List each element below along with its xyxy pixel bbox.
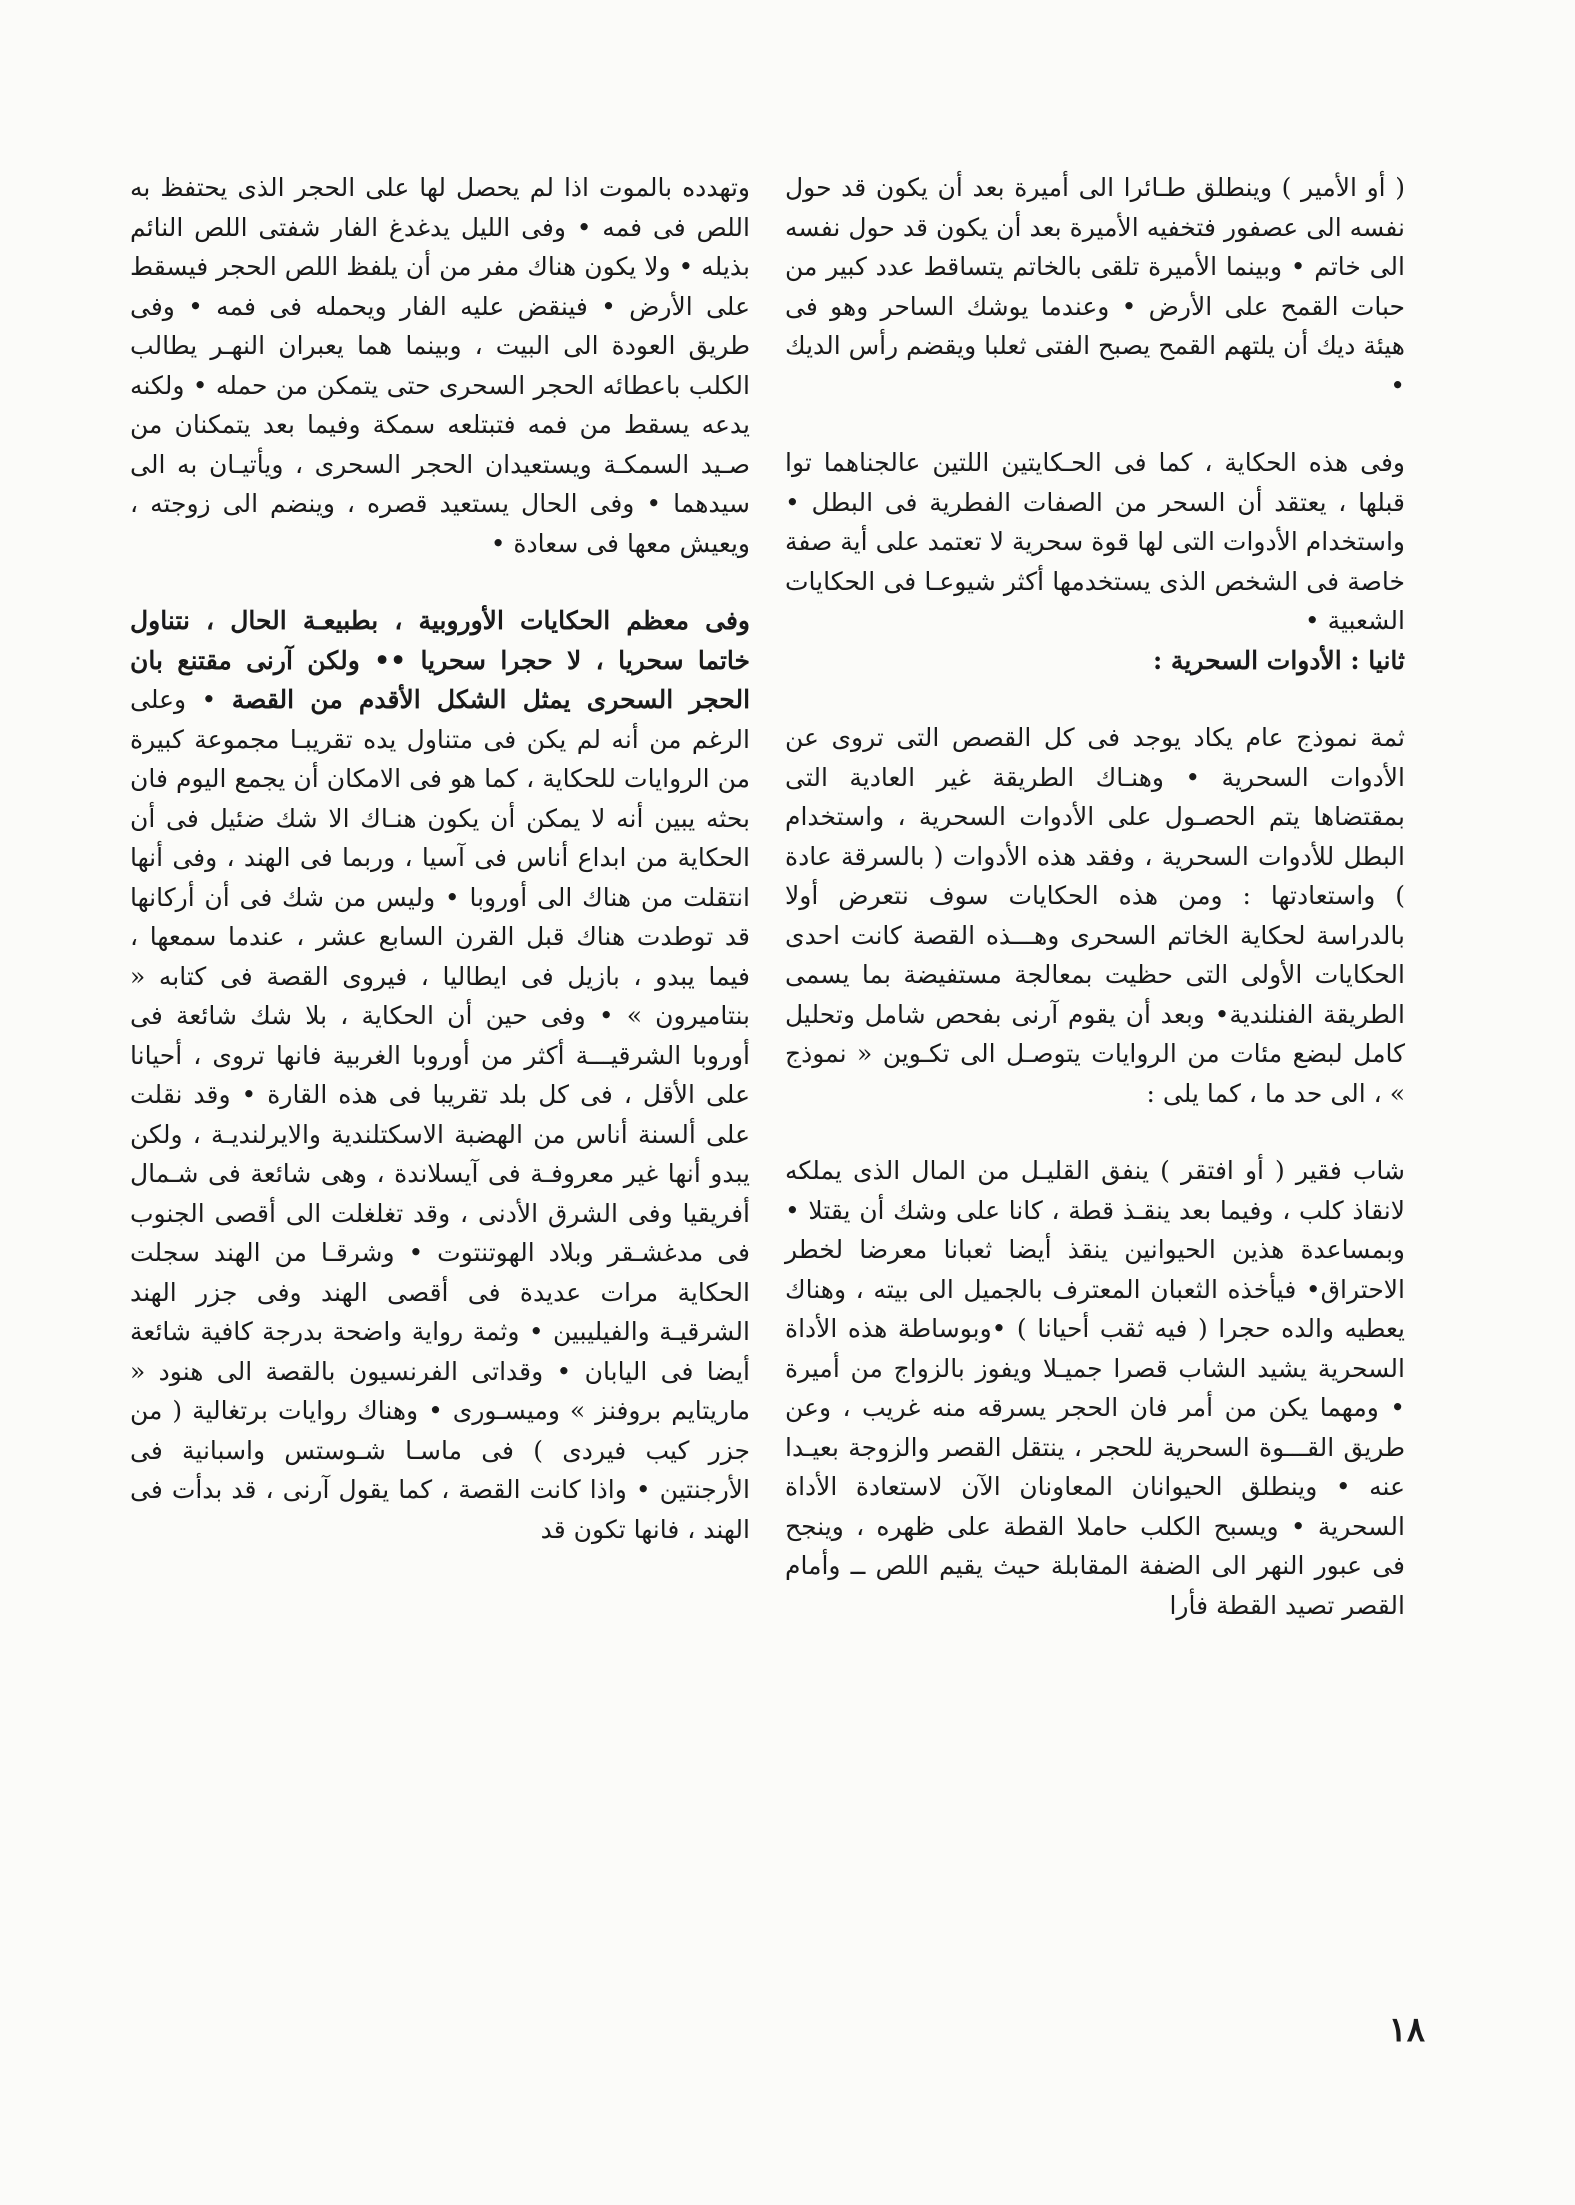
section-heading: ثانيا : الأدوات السحرية : <box>1152 645 1405 675</box>
page-number: ١٨ <box>1388 2010 1425 2050</box>
left-column <box>130 168 750 1549</box>
left-paragraph-2 <box>130 601 750 1549</box>
right-column <box>785 168 1405 1625</box>
right-paragraph-3: ثمة نموذج عام يكاد يوجد فى كل القصص التى تروى عن الأدوات السحرية • وهنـاك الطريقة غير العادية التى بمقتضاها يتم الحصـول على الأدوات السحرية ، واستخدام البطل للأدوات السحرية ، وفقد هذه الأدوات ( بالسرقة عادة ) واستعادتها : ومن هذه الحكايات سوف نتعرض أولا بالدراسة لحكاية الخاتم السحرى وهـــذه القصة كانت احدى الحكايات الأولى التى حظيت بمعالجة مستفيضة بما يسمى الطريقة الفنلندية• وبعد أن يقوم آرنى بفحص شامل وتحليل كامل لبضع مئات من الروايات يتوصـل الى تكـوين « نموذج » ، الى حد ما ، كما يلى : <box>785 723 1405 1108</box>
left-paragraph-2-bold: وفى معظم الحكايات الأوروبية ، بطبيعـة الحال ، نتناول خاتما سحريا ، لا حجرا سحريا •• ولكن آرنى مقتنع بان الحجر السحرى يمثل الشكل الأقدم من القصة <box>130 606 751 714</box>
right-paragraph-2: وفى هذه الحكاية ، كما فى الحـكايتين اللتين عالجناهما توا قبلها ، يعتقد أن السحر من الصفات الفطرية فى البطل • واستخدام الأدوات التى لها قوة سحرية لا تعتمد على أية صفة خاصة فى الشخص الذى يستخدمها أكثر شيوعـا فى الحكايات الشعبية • <box>785 448 1405 635</box>
left-paragraph-2-rest: • وعلى الرغم من أنه لم يكن فى متناول يده تقريبـا مجموعة كبيرة من الروايات للحكاية ، كما هو فى الامكان أن يجمع اليوم فان بحثه يبين أنه لا يمكن أن يكون هنـاك الا شك ضئيل فى أن الحكاية من ابداع أناس فى آسيا ، وربما فى الهند ، وفى أنها انتقلت من هناك الى أوروبا • وليس من شك فى أن أركانها قد توطدت هناك قبل القرن السابع عشر ، عندما سمعها ، فيما يبدو ، بازيل فى ايطاليا ، فيروى القصة فى كتابه « بنتاميرون » • وفى حين أن الحكاية ، بلا شك شائعة فى أوروبا الشرقيـــة أكثر من أوروبا الغربية فانها تروى ، أحيانا على الأقل ، فى كل بلد تقريبا فى هذه القارة • وقد نقلت على ألسنة أناس من الهضبة الاسكتلندية والايرلنديـة ، ولكن يبدو أنها غير معروفـة فى آيسلاندة ، وهى شائعة فى شـمال أفريقيا وفى الشرق الأدنى ، وقد تغلغلت الى أقصى الجنوب فى مدغشـقر وبلاد الهوتنتوت • وشرقـا من الهند سجلت الحكاية مرات عديدة فى أقصى الهند وفى جزر الهند الشرقيـة والفيليبين • وثمة رواية واضحة بدرجة كافية شائعة أيضا فى اليابان • وقداتى الفرنسيون بالقصة الى هنود « ماريتايم بروفنز » وميسـورى • وهناك روايات برتغالية ( من جزر كيب فيردى ) فى ماسـا شـوستس واسبانية فى الأرجنتين • واذا كانت القصة ، كما يقول آرنى ، قد بدأت فى الهند ، فانها تكون قد <box>130 685 750 1544</box>
left-paragraph-1: وتهدده بالموت اذا لم يحصل لها على الحجر الذى يحتفظ به اللص فى فمه • وفى الليل يدغدغ الفار شفتى اللص النائم بذيله • ولا يكون هناك مفر من أن يلفظ اللص الحجر فيسقط على الأرض • فينقض عليه الفار ويحمله فى فمه • وفى طريق العودة الى البيت ، وبينما هما يعبران النهـر يطالب الكلب باعطائه الحجر السحرى حتى يتمكن من حمله • ولكنه يدعه يسقط من فمه فتبتلعه سمكة وفيما بعد يتمكنان من صـيد السمكـة ويستعيدان الحجر السحرى ، ويأتيـان به الى سيدهما • وفى الحال يستعيد قصره ، وينضم الى زوجته ، ويعيش معها فى سعادة • <box>130 173 750 558</box>
right-paragraph-1: ( أو الأمير ) وينطلق طـائرا الى أميرة بعد أن يكون قد حول نفسه الى عصفور فتخفيه الأميرة بعد أن يكون قد حول نفسه الى خاتم • وبينما الأميرة تلقى بالخاتم يتساقط عدد كبير من حبات القمح على الأرض • وعندما يوشك الساحر وهو فى هيئة ديك أن يلتهم القمح يصبح الفتى ثعلبا ويقضم رأس الديك • <box>785 173 1405 400</box>
right-paragraph-4: شاب فقير ( أو افتقر ) ينفق القليـل من المال الذى يملكه لانقاذ كلب ، وفيما بعد ينقـذ قطة ، كانا على وشك أن يقتلا • وبمساعدة هذين الحيوانين ينقذ أيضا ثعبانا معرضا لخطر الاحتراق• فيأخذه الثعبان المعترف بالجميل الى بيته ، وهناك يعطيه والده حجرا ( فيه ثقب أحيانا ) •وبوساطة هذه الأداة السحرية يشيد الشاب قصرا جميـلا ويفوز بالزواج من أميرة • ومهما يكن من أمر فان الحجر يسرقه منه غريب ، وعن طريق القـــوة السحرية للحجر ، ينتقل القصر والزوجة بعيـدا عنه • وينطلق الحيوانان المعاونان الآن لاستعادة الأداة السحرية • ويسبح الكلب حاملا القطة على ظهره ، وينجح فى عبور النهر الى الضفة المقابلة حيث يقيم اللص ــ وأمام القصر تصيد القطة فأرا <box>785 1156 1405 1620</box>
